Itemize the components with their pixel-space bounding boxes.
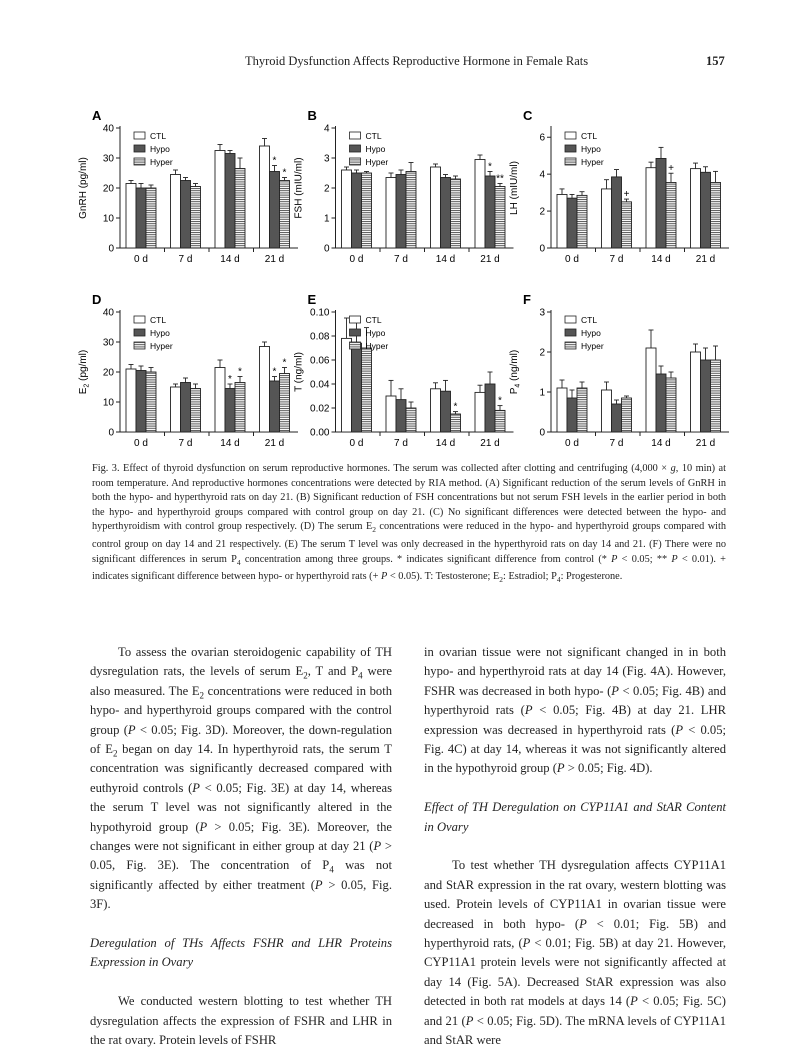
- text-run: were also measured. The E: [90, 664, 392, 698]
- paragraph-gap: [424, 779, 726, 798]
- bar: [656, 158, 666, 248]
- x-tick-label: 14 d: [651, 254, 671, 265]
- significance-mark: *: [228, 374, 232, 385]
- bar: [567, 198, 577, 248]
- bar: [441, 178, 451, 249]
- bar: [711, 360, 721, 432]
- y-tick-label: 2: [539, 347, 545, 359]
- text-run: concentration among three groups. * indicates significant difference from control (*: [240, 553, 612, 565]
- bar: [441, 391, 451, 432]
- legend-label: CTL: [365, 131, 382, 141]
- bar: [701, 360, 711, 432]
- y-tick-label: 0.08: [310, 331, 330, 343]
- bar: [431, 389, 441, 432]
- legend-swatch: [565, 132, 576, 139]
- text-run: < 0.05; Fig. 5D). The mRNA levels of CYP11A1 and StAR were: [424, 1013, 726, 1048]
- figure-caption: [92, 462, 726, 588]
- bar: [557, 388, 567, 432]
- text-run: was not significantly affected by either treatment (: [90, 858, 392, 892]
- bar: [666, 182, 676, 248]
- y-tick-label: 0: [108, 243, 114, 255]
- bar: [567, 398, 577, 432]
- x-tick-label: 21 d: [264, 438, 285, 449]
- text-run: P: [675, 722, 684, 737]
- text-run: P: [199, 819, 208, 834]
- bar: [342, 338, 352, 432]
- y-tick-label: 2: [323, 183, 330, 195]
- legend-label: CTL: [150, 131, 167, 141]
- bar: [612, 177, 622, 248]
- text-run: g: [670, 463, 676, 474]
- text-run: P: [192, 780, 200, 795]
- legend-swatch: [134, 132, 145, 139]
- y-tick-label: 0.02: [310, 403, 330, 415]
- bar: [215, 151, 225, 249]
- x-tick-label: 0 d: [349, 254, 364, 265]
- bar: [235, 169, 245, 249]
- bar: [691, 352, 701, 432]
- bar: [270, 381, 280, 432]
- legend-swatch: [350, 158, 361, 165]
- bar: [215, 368, 225, 433]
- legend-label: Hypo: [150, 328, 170, 338]
- y-axis-label: LH (mIU/ml): [509, 161, 520, 215]
- y-tick-label: 0.06: [310, 355, 330, 367]
- text-run: 2: [499, 575, 504, 585]
- legend-swatch: [350, 342, 361, 349]
- legend-label: Hypo: [581, 328, 601, 338]
- bar: [342, 170, 352, 248]
- x-tick-label: 14 d: [435, 438, 456, 449]
- bar: [691, 169, 701, 248]
- bar: [711, 182, 721, 248]
- text-run: < 0.05; Fig. 5C) and 21 (: [424, 994, 726, 1028]
- legend-swatch: [134, 145, 145, 152]
- bar: [270, 172, 280, 249]
- legend-label: Hyper: [150, 341, 173, 351]
- bar: [485, 384, 495, 432]
- y-tick-label: 0.04: [310, 379, 330, 391]
- legend-swatch: [134, 158, 145, 165]
- x-tick-label: 7 d: [394, 438, 408, 449]
- y-tick-label: 1: [539, 387, 545, 399]
- text-run: < 0.05; Fig. 4B) at day 21. LHR expression was decreased in hyperthyroid rats (: [424, 703, 726, 737]
- legend-swatch: [134, 329, 145, 336]
- legend-label: Hyper: [150, 157, 173, 167]
- body-paragraph: [90, 992, 392, 1050]
- x-tick-label: 0 d: [134, 438, 148, 449]
- body-paragraph: [90, 643, 392, 915]
- bar: [406, 172, 416, 249]
- bar: [577, 388, 587, 432]
- section-subheading: Deregulation of THs Affects FSHR and LHR Proteins Expression in Ovary: [90, 936, 392, 970]
- y-tick-label: 0: [108, 427, 114, 439]
- text-run: < 0.05). T: Testosterone; E: [387, 571, 500, 583]
- text-run: P: [465, 1013, 474, 1028]
- text-run: > 0.05, Fig. 3F).: [90, 877, 392, 912]
- bar: [475, 160, 485, 249]
- legend-swatch: [350, 145, 361, 152]
- significance-mark: *: [498, 395, 502, 407]
- x-tick-label: 0 d: [565, 254, 579, 265]
- bar: [475, 392, 485, 432]
- bar: [396, 175, 406, 249]
- legend-label: Hyper: [581, 341, 604, 351]
- text-run: < 0.05; **: [617, 553, 672, 565]
- panel-letter: A: [92, 108, 102, 123]
- text-run: < 0.05; Fig. 3E) at day 14, whereas the serum T level was not significantly altered in the hypothyroid group (: [90, 780, 392, 834]
- bar: [656, 374, 666, 432]
- y-tick-label: 4: [323, 123, 330, 135]
- bar: [136, 188, 146, 248]
- y-tick-label: 3: [323, 153, 330, 165]
- section-subheading: Effect of TH Deregulation on CYP11A1 and StAR Content in Ovary: [424, 800, 726, 834]
- legend-label: CTL: [581, 131, 598, 141]
- x-tick-label: 7 d: [178, 254, 193, 265]
- text-run: > 0.05; Fig. 3E). Moreover, the changes were not significant in either group at day 21 (: [90, 819, 392, 854]
- text-run: < 0.05; Fig. 4B) and hyperthyroid rats (: [424, 683, 726, 718]
- body-paragraph: [424, 856, 726, 1050]
- text-run: 2: [112, 748, 118, 759]
- x-tick-label: 21 d: [695, 438, 716, 449]
- significance-mark: *: [453, 401, 458, 413]
- y-tick-label: 20: [102, 183, 114, 195]
- significance-mark: +: [623, 189, 630, 201]
- significance-mark: *: [488, 161, 492, 173]
- y-tick-label: 0: [539, 427, 545, 439]
- y-axis-label: T (ng/ml): [293, 352, 305, 392]
- significance-mark: *: [282, 167, 287, 179]
- x-tick-label: 7 d: [609, 438, 624, 449]
- text-run: 4: [236, 557, 241, 567]
- x-tick-label: 0 d: [565, 438, 579, 449]
- y-tick-label: 20: [102, 367, 114, 379]
- bar: [280, 374, 290, 433]
- text-run: We conducted western blotting to test whether TH dysregulation affects the expression of FSHR and LHR in the rat ovary. Protein levels of FSHR: [90, 994, 392, 1048]
- legend-label: Hypo: [365, 144, 386, 154]
- y-tick-label: 6: [539, 132, 545, 144]
- text-run: To test whether TH dysregulation affects CYP11A1 and StAR expression in the rat ovary, western blotting was used. Protein levels of CYP11A1 in ovarian tissue were decreased in both hypo- (: [424, 858, 726, 931]
- legend-swatch: [134, 342, 145, 349]
- bar: [171, 175, 181, 249]
- x-tick-label: 21 d: [264, 254, 285, 265]
- significance-mark: +: [668, 163, 674, 175]
- bar: [386, 396, 396, 432]
- legend-swatch: [565, 342, 576, 349]
- significance-mark: *: [238, 366, 242, 378]
- text-run: P: [630, 994, 638, 1009]
- bar: [396, 400, 406, 432]
- body-paragraph: [424, 643, 726, 779]
- legend-swatch: [134, 316, 145, 323]
- text-run: in ovarian tissue were not significant changed in in both hypo- and hyperthyroid rats at day 14 (Fig. 4A). However, FSHR was decreased in both hypo- (: [424, 645, 726, 698]
- text-run: > 0.05, Fig. 3E). The concentration of P: [90, 839, 392, 873]
- bar: [181, 383, 191, 433]
- text-run: 2: [199, 690, 205, 701]
- x-tick-label: 7 d: [609, 254, 624, 265]
- x-tick-label: 14 d: [220, 254, 240, 265]
- y-tick-label: 0: [323, 243, 330, 255]
- text-run: P: [556, 761, 565, 776]
- text-run: P: [611, 683, 619, 698]
- legend-label: Hyper: [581, 157, 604, 167]
- bar: [146, 188, 156, 248]
- panel-letter: D: [92, 292, 102, 307]
- y-tick-label: 1: [323, 213, 330, 225]
- text-run: > 0.05; Fig. 4D).: [564, 761, 653, 776]
- y-axis-label: $E_2$ (pg/ml): [78, 349, 91, 395]
- page-number: 157: [706, 54, 725, 68]
- bar: [362, 348, 372, 432]
- text-run: , 10 min) at room temperature. And reproductive hormones concentrations were detected by RIA method. (A) Significant reduction of the serum levels of GnRH in both the hypo- and hyperthyroid rats on day 21. (B) Significant reduction of FSH concentrations but not serum FSH levels in the earlier period in both the hypo- and hyperthyroid groups compared with control group on day 21. (C) No significant differences were detected between the hypo- and hyperthyroidism with control group respectively. (D) The serum E: [92, 463, 726, 533]
- legend-label: Hyper: [365, 157, 389, 167]
- significance-mark: **: [496, 173, 504, 185]
- significance-mark: *: [282, 357, 287, 369]
- text-run: 4: [358, 670, 363, 681]
- legend-label: CTL: [365, 315, 382, 325]
- bar: [181, 181, 191, 249]
- legend-label: CTL: [581, 315, 598, 325]
- text-run: Fig. 3. Effect of thyroid dysfunction on serum reproductive hormones. The serum was collected after clotting and centrifuging (4,000 ×: [92, 463, 671, 474]
- x-tick-label: 7 d: [394, 254, 408, 265]
- bar: [622, 398, 632, 432]
- x-tick-label: 14 d: [220, 438, 240, 449]
- bar: [701, 172, 711, 248]
- text-run: P: [671, 553, 678, 565]
- y-tick-label: 4: [539, 169, 545, 181]
- bar: [136, 371, 146, 433]
- y-axis-label: GnRH (pg/ml): [78, 157, 89, 219]
- bar: [451, 414, 461, 432]
- panel-letter: B: [307, 108, 317, 123]
- legend-swatch: [350, 329, 361, 336]
- significance-mark: *: [272, 366, 277, 378]
- bar: [431, 167, 441, 248]
- y-axis-label: FSH (mIU/ml): [293, 157, 305, 219]
- legend-label: Hyper: [365, 341, 389, 351]
- text-run: began on day 14. In hyperthyroid rats, the serum T concentration was significantly decreased compared with euthyroid controls (: [90, 742, 392, 795]
- panel-letter: C: [523, 108, 533, 123]
- text-run: concentrations were reduced in the hypo- and hyperthyroid groups compared with control group on day 14 and 21 respectively. (E) The serum T level was only decreased in the hyperthyroid rats on day 14 and 21. (F) There were no significant differences in serum P: [92, 521, 726, 565]
- y-axis-label: $P_4$ (ng/ml): [509, 349, 522, 395]
- y-tick-label: 0.00: [310, 427, 330, 439]
- text-run: P: [373, 839, 382, 854]
- bar: [280, 181, 290, 249]
- text-run: < 0.01). + indicates significant difference between hypo- or hyperthyroid rats (+: [92, 553, 726, 583]
- paragraph-gap: [424, 837, 726, 856]
- legend-swatch: [565, 316, 576, 323]
- legend-swatch: [350, 132, 361, 139]
- bar: [352, 173, 362, 248]
- text-run: 2: [372, 525, 376, 535]
- running-title: Thyroid Dysfunction Affects Reproductive Hormone in Female Rats: [245, 54, 589, 68]
- bar: [406, 408, 416, 432]
- bar: [495, 410, 505, 432]
- bar: [646, 348, 656, 432]
- bar: [577, 195, 587, 248]
- x-tick-label: 21 d: [480, 254, 500, 265]
- y-tick-label: 30: [102, 153, 114, 165]
- figure-3-charts: [80, 100, 740, 460]
- bar: [235, 383, 245, 433]
- legend-swatch: [565, 158, 576, 165]
- paragraph-gap: [90, 915, 392, 934]
- right-column: [424, 643, 726, 1051]
- text-run: P: [579, 916, 587, 931]
- text-run: P: [522, 936, 531, 951]
- x-tick-label: 0 d: [134, 254, 148, 265]
- left-column: [90, 643, 392, 1051]
- significance-mark: *: [272, 155, 277, 167]
- bar: [646, 168, 656, 248]
- text-run: 4: [329, 864, 334, 875]
- y-tick-label: 30: [102, 337, 114, 349]
- legend-swatch: [565, 329, 576, 336]
- text-run: P: [524, 703, 533, 718]
- text-run: P: [314, 877, 323, 892]
- bar: [260, 347, 270, 433]
- x-tick-label: 0 d: [349, 438, 364, 449]
- bar: [126, 184, 136, 249]
- x-tick-label: 14 d: [435, 254, 456, 265]
- text-run: 2: [303, 670, 308, 681]
- text-run: < 0.01; Fig. 5B) and hyperthyroid rats, (: [424, 916, 726, 951]
- y-tick-label: 10: [102, 397, 114, 409]
- bar: [146, 372, 156, 432]
- x-tick-label: 14 d: [651, 438, 671, 449]
- text-run: 4: [556, 575, 561, 585]
- text-run: concentrations were reduced in both hypo- and hyperthyroid groups compared with the control group (: [90, 683, 392, 737]
- panel-letter: F: [523, 292, 531, 307]
- text-run: P: [611, 553, 618, 565]
- bar: [666, 378, 676, 432]
- y-tick-label: 10: [102, 213, 114, 225]
- y-tick-label: 3: [539, 307, 545, 319]
- bar: [362, 173, 372, 248]
- bar: [485, 176, 495, 248]
- bar: [225, 389, 235, 433]
- bar: [451, 179, 461, 248]
- y-tick-label: 40: [102, 307, 114, 319]
- text-run: : Progesterone.: [560, 571, 623, 583]
- text-run: < 0.05; Fig. 3D). Moreover, the down-regulation of E: [90, 722, 392, 757]
- legend-label: Hypo: [581, 144, 601, 154]
- bar: [495, 187, 505, 249]
- legend-label: Hypo: [365, 328, 386, 338]
- bar: [557, 194, 567, 248]
- bar: [260, 146, 270, 248]
- bar: [386, 178, 396, 249]
- panel-letter: E: [307, 292, 317, 307]
- legend-swatch: [565, 145, 576, 152]
- legend-swatch: [350, 316, 361, 323]
- y-tick-label: 40: [102, 123, 114, 135]
- bar: [602, 189, 612, 248]
- bar: [171, 387, 181, 432]
- y-tick-label: 0: [539, 243, 545, 255]
- y-tick-label: 0.10: [310, 307, 330, 319]
- bar: [225, 154, 235, 249]
- text-run: < 0.05; Fig. 4C) at day 14, whereas it was not significantly altered in the hypothyroid group (: [424, 722, 727, 776]
- bar: [602, 390, 612, 432]
- x-tick-label: 7 d: [178, 438, 193, 449]
- bar: [622, 202, 632, 248]
- bar: [352, 343, 362, 432]
- legend-label: Hypo: [150, 144, 170, 154]
- paragraph-gap: [90, 973, 392, 992]
- bar: [191, 187, 201, 249]
- bar: [612, 404, 622, 432]
- text-run: , T and P: [307, 664, 359, 679]
- bar: [126, 369, 136, 432]
- text-run: < 0.01; Fig. 5B) at day 21. However, CYP11A1 protein levels were not significantly affected at day 14 (Fig. 5A). Decreased StAR expression was also detected in both rat models at days 14 (: [424, 936, 726, 1009]
- text-run: To assess the ovarian steroidogenic capability of TH dysregulation rats, the levels of serum E: [90, 645, 392, 679]
- legend-label: CTL: [150, 315, 167, 325]
- y-tick-label: 2: [539, 206, 545, 218]
- x-tick-label: 21 d: [480, 438, 500, 449]
- text-run: : Estradiol; P: [503, 571, 557, 583]
- x-tick-label: 21 d: [695, 254, 716, 265]
- running-header: [0, 54, 812, 74]
- figure-3: [80, 100, 740, 460]
- text-run: P: [127, 722, 136, 737]
- text-run: P: [380, 571, 388, 583]
- bar: [191, 389, 201, 433]
